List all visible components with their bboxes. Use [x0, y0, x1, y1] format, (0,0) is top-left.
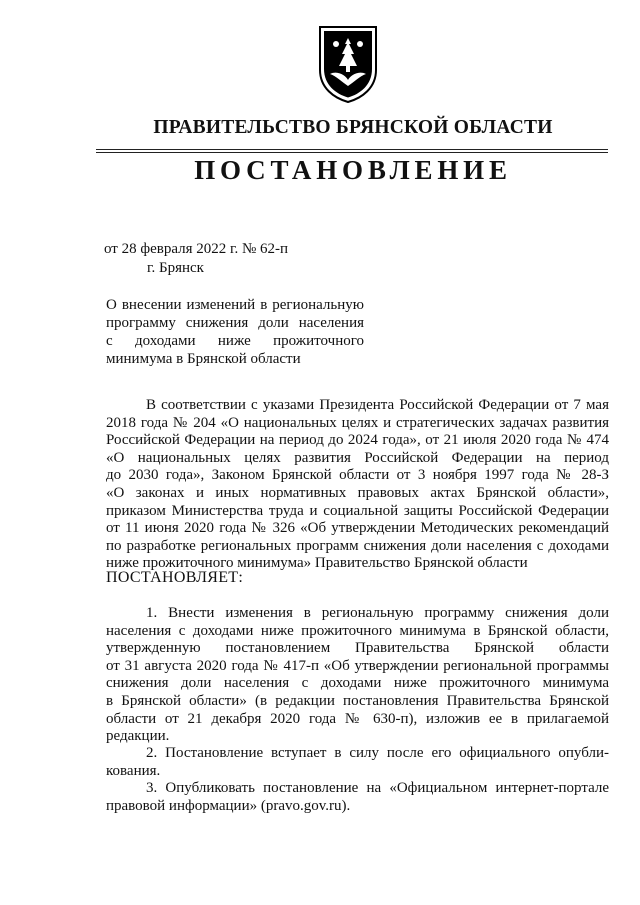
subject-line: с доходами ниже прожиточного: [106, 333, 364, 349]
item-1-paragraph: [106, 605, 609, 746]
item-line: области от 21 декабря 2020 года № 630-п), изложив ее в прилагаемой: [106, 710, 609, 727]
item-line: 2. Постановление вступает в силу после его официального опубли-: [146, 745, 609, 761]
preamble-line: Российской Федерации на период до 2024 года», от 21 июля 2020 года № 474: [106, 432, 609, 449]
document-type-title: ПОСТАНОВЛЕНИЕ: [194, 155, 512, 185]
preamble-paragraph: [106, 397, 609, 573]
item-line: 1. Внести изменения в региональную программу снижения доли: [146, 605, 609, 621]
preamble-line: В соответствии с указами Президента Российской Федерации от 7 мая: [146, 397, 609, 413]
preamble-line: от 11 июня 2020 года № 326 «Об утверждении Методических рекомендаций: [106, 520, 609, 537]
preamble-line: «О законах и иных нормативных правовых актах Брянской области»,: [106, 484, 609, 501]
date-and-number: от 28 февраля 2022 г. № 62-п: [104, 241, 289, 257]
subject-line: программу снижения доли населения: [106, 315, 364, 331]
coat-of-arms-emblem: [316, 24, 380, 104]
subject-line: минимума в Брянской области: [106, 351, 301, 367]
preamble-line: по разработке региональных программ снижения доли населения с доходами: [106, 537, 609, 554]
preamble-line: приказом Министерства труда и социальной защиты Российской Федерации: [106, 502, 609, 519]
item-2-paragraph: [106, 745, 609, 780]
item-line: утвержденную постановлением Правительства Брянской области: [106, 640, 609, 657]
item-3-paragraph: [106, 780, 609, 815]
item-line: в Брянской области» (в редакции постановления Правительства Брянской: [106, 692, 609, 709]
organization-name: ПРАВИТЕЛЬСТВО БРЯНСКОЙ ОБЛАСТИ: [153, 117, 553, 138]
header-rule-top: [96, 149, 608, 150]
header-rule-bottom: [96, 152, 608, 153]
item-line: правовой информации» (pravo.gov.ru).: [106, 797, 351, 814]
preamble-line: 2018 года № 204 «О национальных целях и стратегических задачах развития: [106, 414, 609, 431]
preamble-line: «О национальных целях развития Российской Федерации на период: [106, 449, 609, 466]
subject-line: О внесении изменений в региональную: [106, 297, 364, 313]
item-line: редакции.: [106, 728, 170, 745]
document-subject: [106, 296, 364, 368]
item-line: снижения доли населения с доходами ниже прожиточного минимума: [106, 675, 609, 692]
city: г. Брянск: [147, 260, 204, 276]
item-line: кования.: [106, 762, 161, 779]
preamble-line: до 2030 года», Законом Брянской области от 3 ноября 1997 года № 28-З: [106, 467, 609, 484]
preamble-line: ниже прожиточного минимума» Правительство Брянской области: [106, 555, 528, 572]
item-line: 3. Опубликовать постановление на «Официальном интернет-портале: [146, 780, 609, 796]
item-line: от 31 августа 2020 года № 417-п «Об утверждении региональной программы: [106, 657, 609, 674]
decree-word: ПОСТАНОВЛЯЕТ:: [106, 569, 244, 586]
item-line: населения с доходами ниже прожиточного минимума в Брянской области,: [106, 622, 609, 639]
